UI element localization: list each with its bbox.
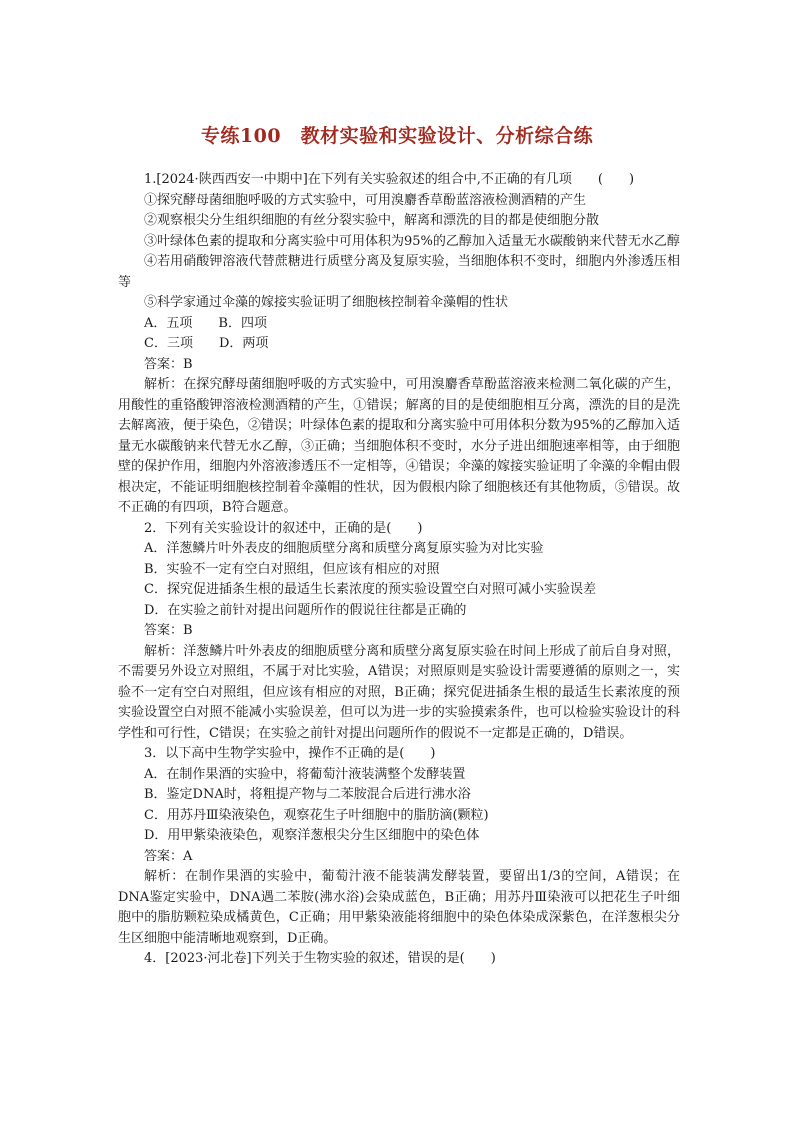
text-paragraph: C．探究促进插条生根的最适生长素浓度的预实验设置空白对照可减小实验误差 <box>144 582 596 597</box>
text-paragraph: ④若用硝酸钾溶液代替蔗糖进行质壁分离及复原实验，当细胞体积不变时，细胞内外渗透压相等 <box>118 254 680 290</box>
text-paragraph: A．五项 B．四项 <box>144 315 267 331</box>
text-paragraph: ①探究酵母菌细胞呼吸的方式实验中，可用溴麝香草酚蓝溶液检测酒精的产生 <box>144 192 587 208</box>
text-paragraph: ⑤科学家通过伞藻的嫁接实验证明了细胞核控制着伞藻帽的性状 <box>144 295 509 310</box>
text-paragraph: C．三项 D．两项 <box>144 336 269 351</box>
text-paragraph: A．在制作果酒的实验中，将葡萄汁液装满整个发酵装置 <box>144 766 466 782</box>
text-paragraph: ③叶绿体色素的提取和分离实验中可用体积为95%的乙醇加入适量无水碳酸钠来代替无水乙醇 <box>144 233 680 249</box>
text-paragraph: A．洋葱鳞片叶外表皮的细胞质壁分离和质壁分离复原实验为对比实验 <box>144 541 544 556</box>
text-paragraph: D．用甲紫染液染色，观察洋葱根尖分生区细胞中的染色体 <box>144 828 480 843</box>
text-paragraph: B．鉴定DNA时，将粗提产物与二苯胺混合后进行沸水浴 <box>144 787 471 802</box>
text-paragraph: 答案：A <box>144 848 193 864</box>
text-paragraph: 4．[2023·河北卷]下列关于生物实验的叙述，错误的是( ) <box>144 951 496 966</box>
text-paragraph: 3．以下高中生物学实验中，操作不正确的是( ) <box>144 746 436 761</box>
text-paragraph: D．在实验之前针对提出问题所作的假说往往都是正确的 <box>144 602 467 618</box>
text-paragraph: 解析：洋葱鳞片叶外表皮的细胞质壁分离和质壁分离复原实验在时间上形成了前后自身对照，不需要另外设立对照组，不属于对比实验，A错误；对照原则是实验设计需要遵循的原则之一，实验不一定有空白对照组，但应该有相应的对照，B正确；探究促进插条生根的最适生长素浓度的预实验设置空白对照不能减小实验误差，但可以为进一步的实验摸索条件，也可以检验实验设计的科学性和可行性，C错误；在实验之前针对提出问题所作的假说不一定都是正确的，D错误。 <box>118 643 680 741</box>
text-paragraph: 2．下列有关实验设计的叙述中，正确的是( ) <box>144 520 423 536</box>
text-paragraph: 1.[2024·陕西西安一中期中]在下列有关实验叙述的组合中,不正确的有几项 ( ) <box>144 172 635 187</box>
text-paragraph: 解析：在制作果酒的实验中，葡萄汁液不能装满发酵装置，要留出1/3的空间，A错误；在DNA鉴定实验中，DNA遇二苯胺(沸水浴)会染成蓝色，B正确；用苏丹Ⅲ染液可以把花生子叶细胞中的脂肪颗粒染成橘黄色，C正确；用甲紫染液能将细胞中的染色体染成深紫色，在洋葱根尖分生区细胞中能清晰地观察到，D正确。 <box>118 869 680 946</box>
text-paragraph: B．实验不一定有空白对照组，但应该有相应的对照 <box>144 561 440 577</box>
text-paragraph: C．用苏丹Ⅲ染液染色，观察花生子叶细胞中的脂肪滴(颗粒) <box>144 807 489 823</box>
document-body <box>118 170 680 970</box>
text-paragraph: ②观察根尖分生组织细胞的有丝分裂实验中，解离和漂洗的目的都是使细胞分散 <box>144 213 600 228</box>
page-title: 专练100 教材实验和实验设计、分析综合练 <box>200 125 594 147</box>
text-paragraph: 答案：B <box>144 623 193 638</box>
text-paragraph: 解析：在探究酵母菌细胞呼吸的方式实验中，可用溴麝香草酚蓝溶液来检测二氧化碳的产生，用酸性的重铬酸钾溶液检测酒精的产生，①错误；解离的目的是使细胞相互分离，漂洗的目的是洗去解离液，便于染色，②错误；叶绿体色素的提取和分离实验中可用体积分数为95%的乙醇加入适量无水碳酸钠来代替无水乙醇，③正确；当细胞体积不变时，水分子进出细胞速率相等，由于细胞壁的保护作用，细胞内外溶液渗透压不一定相等，④错误；伞藻的嫁接实验证明了伞藻的伞帽由假根决定，不能证明细胞核控制着伞藻帽的性状，因为假根内除了细胞核还有其他物质，⑤错误。故不正确的有四项，B符合题意。 <box>118 377 680 515</box>
text-paragraph: 答案：B <box>144 356 193 372</box>
